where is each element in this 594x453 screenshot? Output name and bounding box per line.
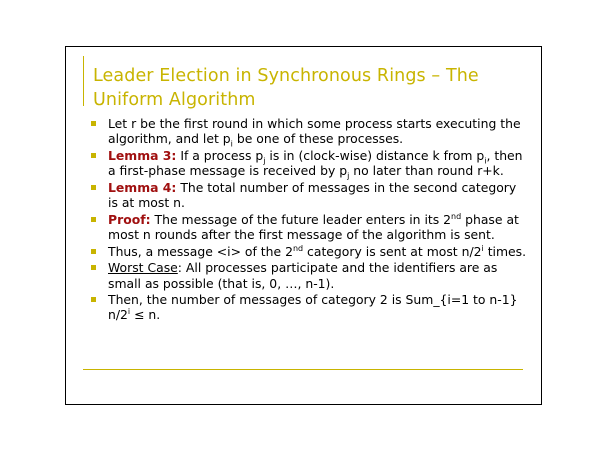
bullet-item [88, 212, 528, 242]
bullet-text: be one of these processes. [232, 131, 404, 147]
bullet-text: If a process p [176, 147, 264, 163]
bullet-text: Thus, a message <i> of the 2 [108, 243, 293, 259]
bullet-text: phase at most n rounds after the first message of the algorithm is sent. [108, 211, 519, 242]
bullet-text: Let r be the first round in which some process starts executing the algorithm, and let p [108, 116, 521, 147]
bullet-text: : All processes participate and the identifiers are as small as possible (that is, 0, …, n-1). [108, 260, 498, 291]
bullet-item [88, 147, 528, 181]
superscript: nd [292, 243, 304, 253]
slide-title: Leader Election in Synchronous Rings – The Uniform Algorithm [93, 66, 479, 110]
bullet-text: The message of the future leader enters in its 2 [150, 211, 452, 227]
bullet-square-icon [91, 121, 96, 126]
bullet-text: is in (clock-wise) distance k from p [265, 147, 485, 163]
bullet-text: The total number of messages in the second category is at most n. [108, 179, 517, 211]
subscript: i [484, 156, 487, 166]
subscript: j [347, 171, 350, 181]
bullet-item [88, 116, 528, 149]
bullet-text: Then, the number of messages of category 2 is Sum_{i=1 to n-1} n/2 [108, 292, 518, 323]
bottom-horizontal-rule [83, 369, 523, 370]
bullet-item [88, 260, 528, 290]
bullet-item [88, 244, 528, 259]
bullet-text: no later than round r+k. [349, 163, 504, 179]
superscript: i [127, 307, 131, 317]
superscript: nd [451, 211, 462, 221]
bullet-item [88, 292, 528, 322]
lemma-keyword: Lemma 4: [108, 179, 177, 195]
title-vertical-rule [83, 56, 84, 106]
lemma-keyword: Lemma 3: [108, 147, 177, 163]
bullet-square-icon [91, 217, 96, 222]
bullet-square-icon [91, 297, 96, 302]
bullet-square-icon [91, 185, 96, 190]
subscript: i [230, 139, 233, 149]
bullet-square-icon [91, 153, 96, 158]
bullet-text: times. [483, 243, 527, 259]
lemma-keyword: Proof: [108, 211, 151, 227]
bullet-text: ≤ n. [130, 307, 161, 323]
bullet-square-icon [91, 249, 96, 254]
superscript: i [481, 243, 484, 253]
bullet-text: Worst Case [108, 260, 178, 276]
bullet-square-icon [91, 265, 96, 270]
subscript: j [263, 156, 266, 166]
bullet-text: , then a first-phase message is received by p [108, 147, 523, 179]
bullet-item [88, 180, 528, 210]
bullet-text: category is sent at most n/2 [303, 243, 482, 259]
bullet-list [88, 116, 528, 324]
